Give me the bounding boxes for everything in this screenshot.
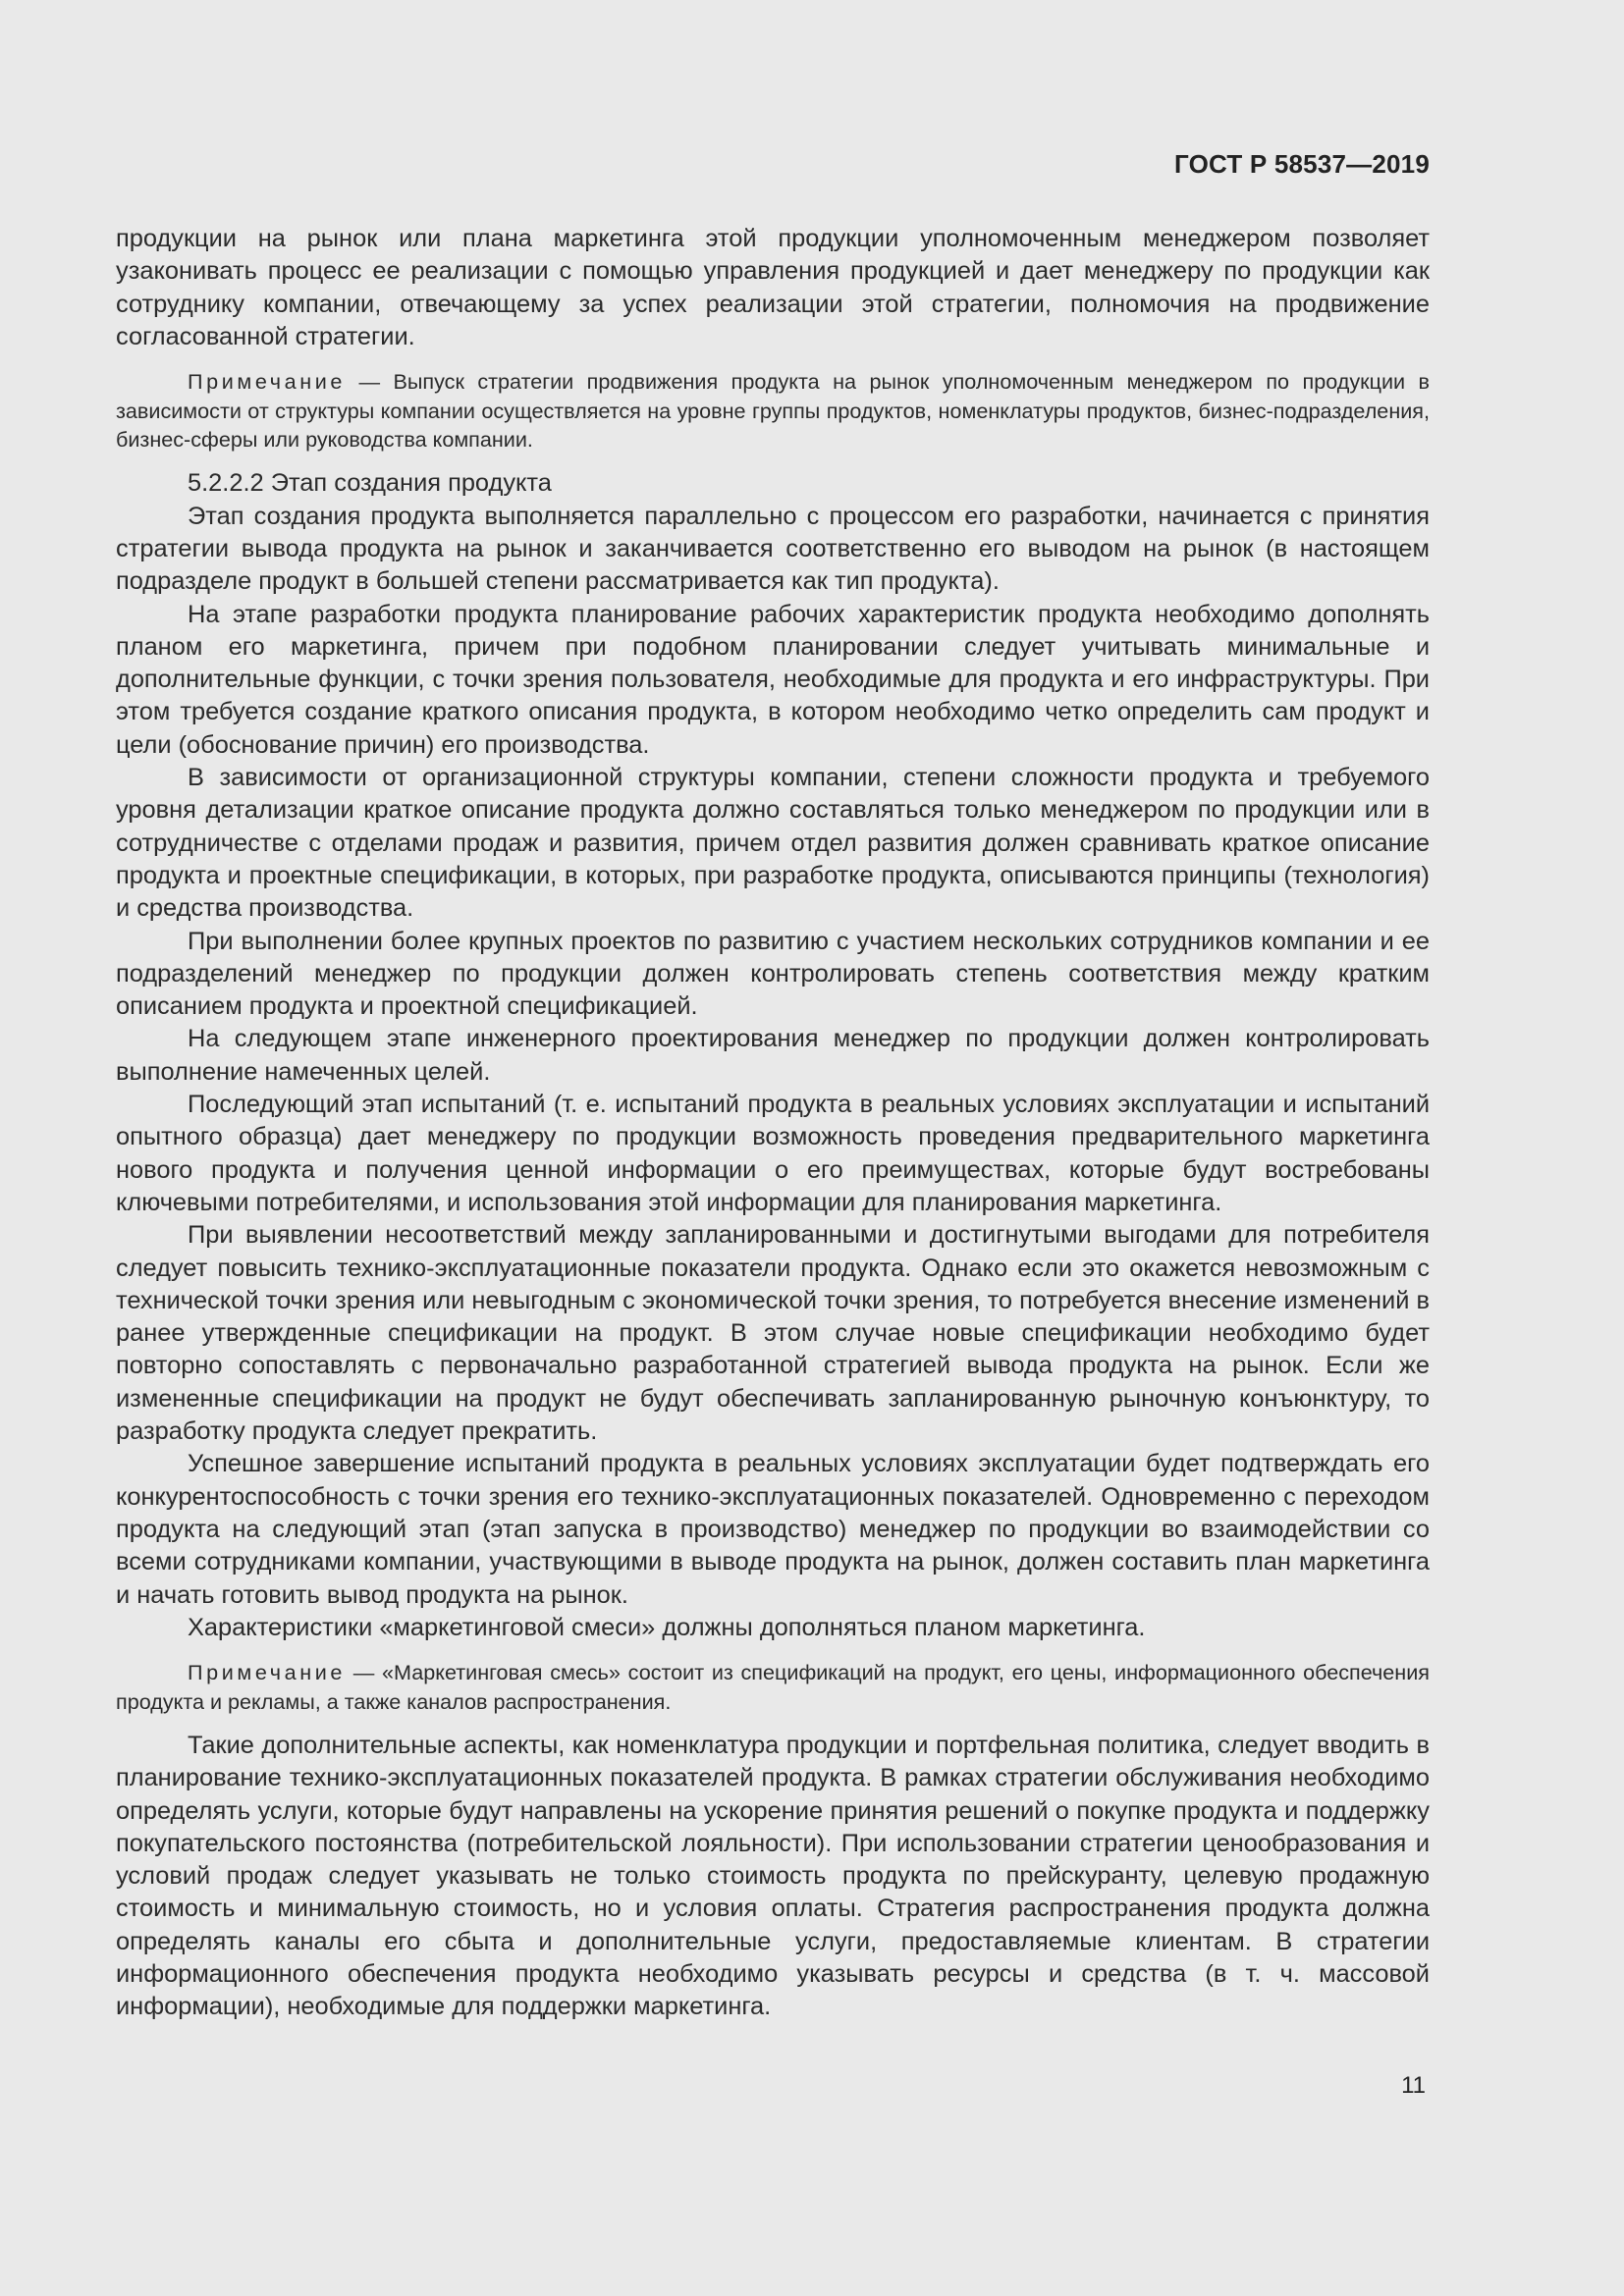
paragraph-continuation: продукции на рынок или плана маркетинга этой продукции уполномоченным менеджером позволяет узаконивать процесс ее реализации с помощью управления продукцией и дает менеджеру по продукции как сотруднику компании, отвечающему за успех реализации этой стратегии, полномочия на продвижение согласованной стратегии. xyxy=(116,225,1430,350)
note-2 xyxy=(116,1658,1430,1716)
note-1-text: — Выпуск стратегии продвижения продукта на рынок уполномоченным менеджером по продукции в зависимости от структуры компании осуществляется на уровне группы продуктов, номенклатуры продуктов, бизнес-подразделения, бизнес-сферы или руководства компании. xyxy=(116,369,1430,452)
paragraph: Успешное завершение испытаний продукта в реальных условиях эксплуатации будет подтверждать его конкурентоспособность с точки зрения его технико-эксплуатационных показателей. Одновременно с переходом продукта на следующий этап (этап запуска в производство) менеджер по продукции во взаимодействии со всеми сотрудниками компании, участвующими в выводе продукта на рынок, должен составить план маркетинга и начать готовить вывод продукта на рынок. xyxy=(116,1450,1430,1609)
paragraph: Такие дополнительные аспекты, как номенклатура продукции и портфельная политика, следует вводить в планирование технико-эксплуатационных показателей продукта. В рамках стратегии обслуживания необходимо определять услуги, которые будут направлены на ускорение принятия решений о покупке продукта и поддержку покупательского постоянства (потребительской лояльности). При использовании стратегии ценообразования и условий продаж следует указывать не только стоимость продукта по прейскуранту, целевую продажную стоимость и минимальную стоимость, но и условия оплаты. Стратегия распространения продукта должна определять каналы его сбыта и дополнительные услуги, предоставляемые клиентам. В стратегии информационного обеспечения продукта необходимо указывать ресурсы и средства (в т. ч. массовой информации), необходимые для поддержки маркетинга. xyxy=(116,1731,1430,2021)
page-number: 11 xyxy=(1401,2072,1426,2099)
paragraph: Характеристики «маркетинговой смеси» должны дополняться планом маркетинга. xyxy=(188,1613,1146,1641)
paragraph: При выявлении несоответствий между запланированными и достигнутыми выгодами для потребителя следует повысить технико-эксплуатационные показатели продукта. Однако если это окажется невозможным с технической точки зрения или невыгодным с экономической точки зрения, то потребуется внесение изменений в ранее утвержденные спецификации на продукт. В этом случае новые спецификации необходимо будет повторно сопоставлять с первоначально разработанной стратегией вывода продукта на рынок. Если же измененные спецификации на продукт не будут обеспечивать запланированную рыночную конъюнктуру, то разработку продукта следует прекратить. xyxy=(116,1221,1430,1446)
paragraph: При выполнении более крупных проектов по развитию с участием нескольких сотрудников компании и ее подразделений менеджер по продукции должен контролировать степень соответствия между кратким описанием продукта и проектной спецификацией. xyxy=(116,927,1430,1021)
paragraph: Этап создания продукта выполняется параллельно с процессом его разработки, начинается с принятия стратегии вывода продукта на рынок и заканчивается соответственно его выводом на рынок (в настоящем подразделе продукт в большей степени рассматривается как тип продукта). xyxy=(116,502,1430,596)
document-body xyxy=(116,223,1430,2024)
paragraph: На следующем этапе инженерного проектирования менеджер по продукции должен контролировать выполнение намеченных целей. xyxy=(116,1025,1430,1086)
document-header: ГОСТ Р 58537—2019 xyxy=(1174,149,1430,179)
note-2-label: Примечание xyxy=(188,1660,346,1685)
paragraph: В зависимости от организационной структуры компании, степени сложности продукта и требуемого уровня детализации краткое описание продукта должно составляться только менеджером по продукции или в сотрудничестве с отделами продаж и развития, причем отдел развития должен сравнивать краткое описание продукта и проектные спецификации, в которых, при разработке продукта, описываются принципы (технология) и средства производства. xyxy=(116,764,1430,923)
paragraph: На этапе разработки продукта планирование рабочих характеристик продукта необходимо дополнять планом его маркетинга, причем при подобном планировании следует учитывать минимальные и дополнительные функции, с точки зрения пользователя, необходимые для продукта и его инфраструктуры. При этом требуется создание краткого описания продукта, в котором необходимо четко определить сам продукт и цели (обоснование причин) его производства. xyxy=(116,600,1430,759)
paragraph: Последующий этап испытаний (т. е. испытаний продукта в реальных условиях эксплуатации и испытаний опытного образца) дает менеджеру по продукции возможность проведения предварительного маркетинга нового продукта и получения ценной информации о его преимуществах, которые будут востребованы ключевыми потребителями, и использования этой информации для планирования маркетинга. xyxy=(116,1091,1430,1216)
note-1-label: Примечание xyxy=(188,369,346,395)
note-2-text: — «Маркетинговая смесь» состоит из спецификаций на продукт, его цены, информационного обеспечения продукта и рекламы, а также каналов распространения. xyxy=(116,1660,1430,1714)
note-1 xyxy=(116,367,1430,454)
section-title: 5.2.2.2 Этап создания продукта xyxy=(188,469,552,498)
